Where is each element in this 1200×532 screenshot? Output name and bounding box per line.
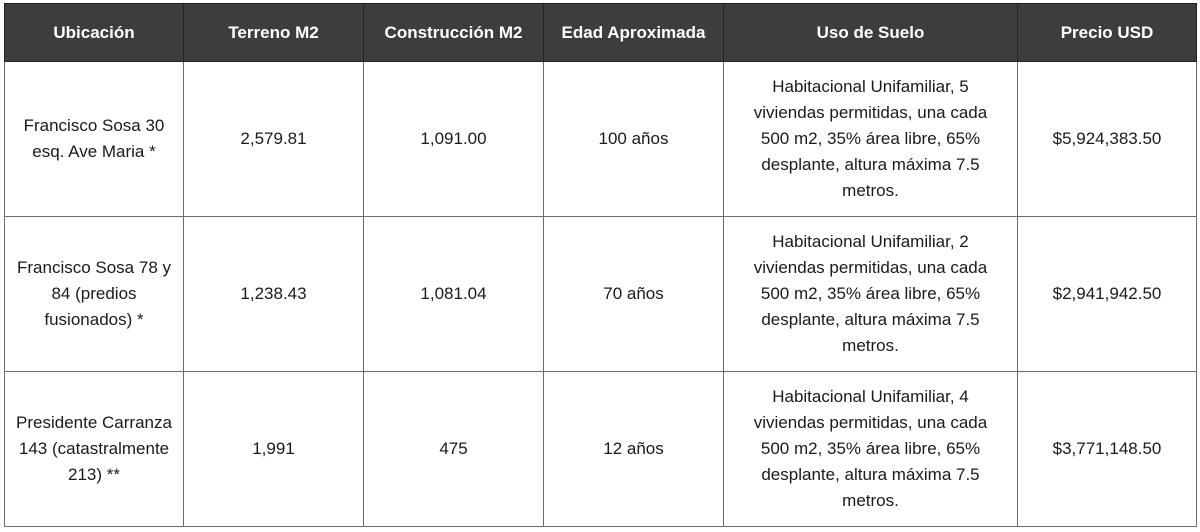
cell-ubicacion: Presidente Carranza 143 (catastralmente 213) ** (5, 372, 184, 527)
cell-terreno: 1,238.43 (184, 217, 364, 372)
header-terreno: Terreno M2 (184, 4, 364, 62)
table-header-row (5, 4, 1197, 62)
table-row (5, 372, 1197, 527)
cell-edad: 100 años (544, 62, 724, 217)
cell-terreno: 2,579.81 (184, 62, 364, 217)
table-row (5, 217, 1197, 372)
cell-edad: 12 años (544, 372, 724, 527)
cell-construccion: 1,091.00 (364, 62, 544, 217)
header-uso-suelo: Uso de Suelo (724, 4, 1018, 62)
table-row (5, 62, 1197, 217)
cell-construccion: 1,081.04 (364, 217, 544, 372)
cell-terreno: 1,991 (184, 372, 364, 527)
header-precio: Precio USD (1018, 4, 1197, 62)
cell-uso-suelo: Habitacional Unifamiliar, 5 viviendas permitidas, una cada 500 m2, 35% área libre, 65% desplante, altura máxima 7.5 metros. (724, 62, 1018, 217)
cell-construccion: 475 (364, 372, 544, 527)
cell-ubicacion: Francisco Sosa 78 y 84 (predios fusionados) * (5, 217, 184, 372)
header-edad: Edad Aproximada (544, 4, 724, 62)
header-ubicacion: Ubicación (5, 4, 184, 62)
cell-ubicacion: Francisco Sosa 30 esq. Ave Maria * (5, 62, 184, 217)
cell-precio: $3,771,148.50 (1018, 372, 1197, 527)
property-table (4, 3, 1197, 527)
cell-edad: 70 años (544, 217, 724, 372)
property-table-container (4, 3, 1196, 527)
cell-uso-suelo: Habitacional Unifamiliar, 2 viviendas permitidas, una cada 500 m2, 35% área libre, 65% desplante, altura máxima 7.5 metros. (724, 217, 1018, 372)
cell-precio: $5,924,383.50 (1018, 62, 1197, 217)
cell-precio: $2,941,942.50 (1018, 217, 1197, 372)
header-construccion: Construcción M2 (364, 4, 544, 62)
cell-uso-suelo: Habitacional Unifamiliar, 4 viviendas permitidas, una cada 500 m2, 35% área libre, 65% desplante, altura máxima 7.5 metros. (724, 372, 1018, 527)
